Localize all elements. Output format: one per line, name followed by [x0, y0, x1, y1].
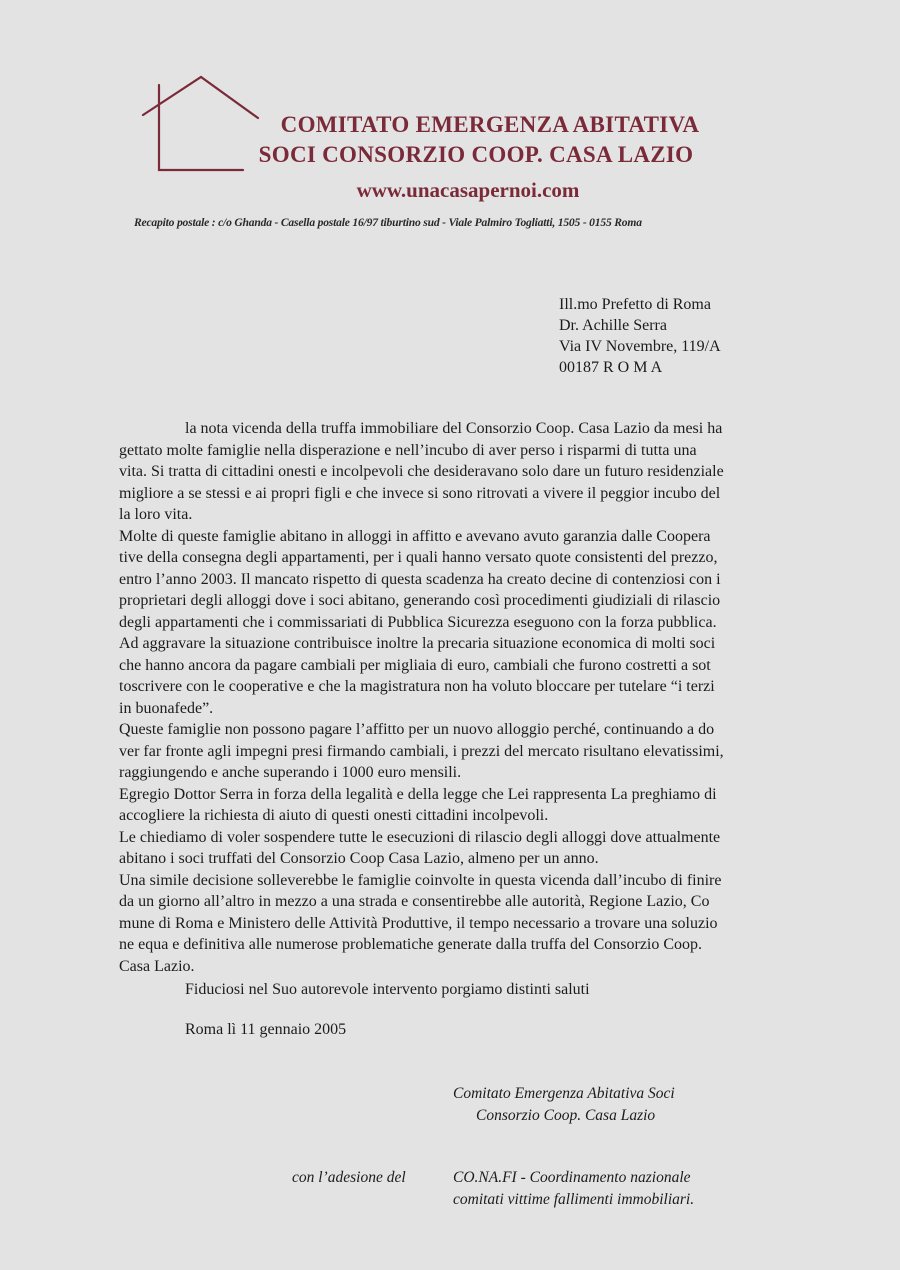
body-line: accogliere la richiesta di aiuto di questi onesti cittadini incolpevoli. [119, 807, 549, 824]
body-line: degli appartamenti che i commissariati di Pubblica Sicurezza eseguono con la forza pubblica. [119, 613, 717, 631]
recipient-line: Dr. Achille Serra [559, 317, 667, 334]
body-line: in buonafede”. [119, 699, 214, 717]
body-line: da un giorno all’altro in mezzo a una strada e consentirebbe alle autorità, Regione Lazio, Co [119, 893, 710, 910]
body-line: Ad aggravare la situazione contribuisce inoltre la precaria situazione economica di molti soci [119, 635, 716, 652]
body-line: Egregio Dottor Serra in forza della legalità e della legge che Lei rappresenta La preghiamo di [119, 785, 717, 803]
body-line: tive della consegna degli appartamenti, per i quali hanno versato quote consistenti del prezzo, [119, 549, 718, 566]
body-line: Queste famiglie non possono pagare l’affitto per un nuovo alloggio perché, continuando a do [119, 721, 715, 738]
adhesion-org-line1: CO.NA.FI - Coordinamento nazionale [453, 1169, 691, 1186]
recipient-address [559, 294, 721, 378]
website-link[interactable]: www.unacasapernoi.com [356, 178, 580, 202]
body-line: abitano i soci truffati del Consorzio Coop Casa Lazio, almeno per un anno. [119, 850, 599, 867]
body-line: toscrivere con le cooperative e che la magistratura non ha voluto bloccare per tutelare “i terzi [119, 678, 715, 695]
body-line: migliore a se stessi e ai propri figli e che invece si sono ritrovati a vivere il peggior incubo del [119, 484, 721, 502]
body-line: Una simile decisione solleverebbe le famiglie coinvolte in questa vicenda dall’incubo di finire [119, 871, 722, 889]
letter-date: Roma lì 11 gennaio 2005 [185, 1021, 347, 1038]
closing-salutation: Fiduciosi nel Suo autorevole intervento porgiamo distinti saluti [185, 981, 590, 998]
postal-address: Recapito postale : c/o Ghanda - Casella postale 16/97 tiburtino sud - Viale Palmiro Togliatti, 1505 - 0155 Roma [134, 216, 642, 229]
recipient-line: Via IV Novembre, 119/A [559, 338, 721, 355]
letter-body [119, 418, 831, 977]
body-line: la loro vita. [119, 506, 193, 523]
org-title-line2: SOCI CONSORZIO COOP. CASA LAZIO [258, 142, 694, 167]
adhesion-label: con l’adesione del [292, 1169, 406, 1186]
body-line: ver far fronte agli impegni presi firmando cambiali, i prezzi del mercato risultano elevatissimi, [119, 742, 724, 760]
body-line: che hanno ancora da pagare cambiali per migliaia di euro, cambiali che furono costretti a sot [119, 656, 711, 674]
body-line: raggiungendo e anche superando i 1000 euro mensili. [119, 764, 462, 781]
signature-line2: Consorzio Coop. Casa Lazio [476, 1107, 656, 1124]
body-line: proprietari degli alloggi dove i soci abitano, generando così procedimenti giudiziali di rilascio [119, 592, 721, 609]
body-line: mune di Roma e Ministero delle Attività Produttive, il tempo necessario a trovare una soluzio [119, 914, 718, 932]
body-line: Molte di queste famiglie abitano in alloggi in affitto e avevano avuto garanzia dalle Coopera [119, 527, 711, 545]
body-line: entro l’anno 2003. Il mancato rispetto di questa scadenza ha creato decine di contenziosi con i [119, 570, 721, 588]
body-line: Casa Lazio. [119, 957, 195, 975]
org-title-line1: COMITATO EMERGENZA ABITATIVA [280, 112, 700, 137]
adhesion-org-line2: comitati vittime fallimenti immobiliari. [453, 1191, 695, 1208]
recipient-line: Ill.mo Prefetto di Roma [559, 296, 711, 313]
body-line: vita. Si tratta di cittadini onesti e incolpevoli che desideravano solo dare un futuro residenziale [119, 463, 724, 480]
body-line: gettato molte famiglie nella disperazione e nell’incubo di aver perso i risparmi di tutta una [119, 441, 697, 459]
body-line: Le chiediamo di voler sospendere tutte le esecuzioni di rilascio degli alloggi dove attualmente [119, 828, 721, 846]
body-line: la nota vicenda della truffa immobiliare del Consorzio Coop. Casa Lazio da mesi ha [185, 420, 723, 437]
recipient-line: 00187 R O M A [559, 359, 663, 376]
signature-line1: Comitato Emergenza Abitativa Soci [453, 1085, 675, 1102]
body-line: ne equa e definitiva alle numerose problematiche generate dalla truffa del Consorzio Coop. [119, 936, 703, 953]
